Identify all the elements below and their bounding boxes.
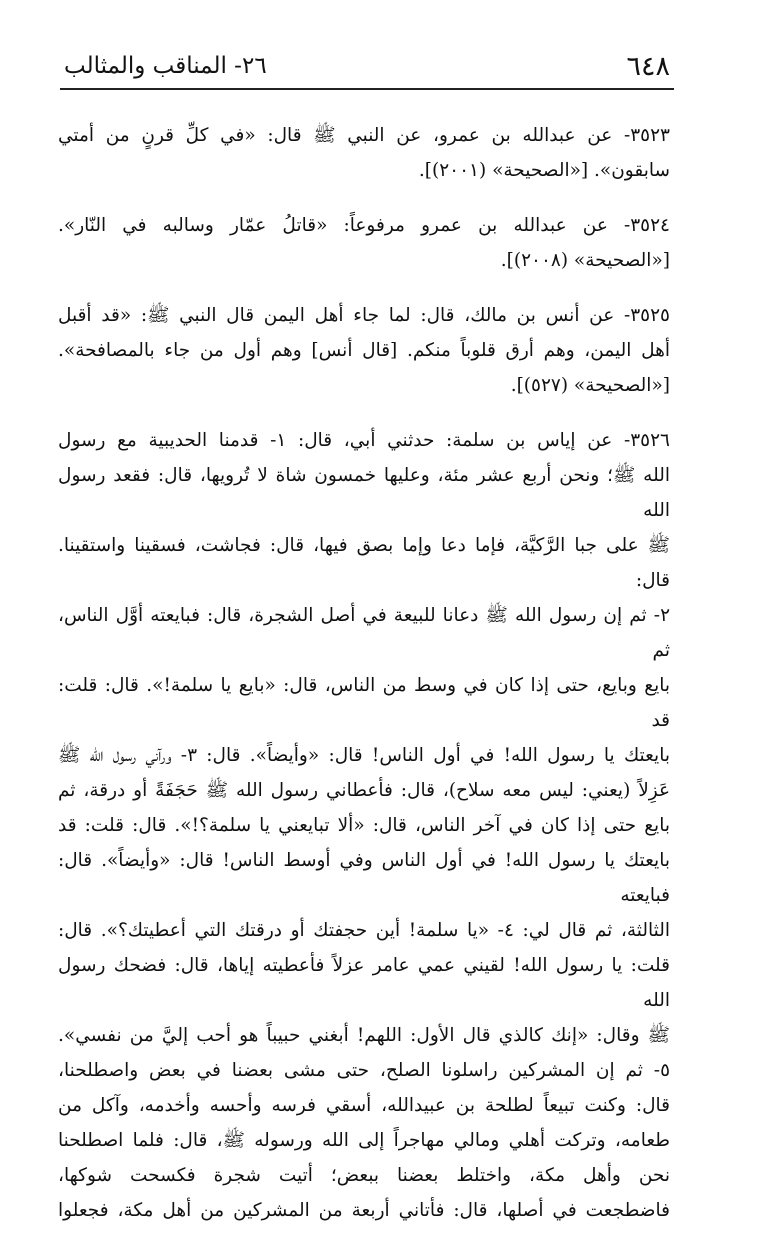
text-line: الثالثة، ثم قال لي: ٤- «يا سلمة! أين حجفتك أو درقتك التي أعطيتك؟». قال: xyxy=(58,920,671,941)
running-title: ٢٦- المناقب والمثالب xyxy=(64,53,267,79)
text-line: ٣٥٢٥- عن أنس بن مالك، قال: لما جاء أهل اليمن قال النبي ﷺ: «قد أقبل xyxy=(58,305,670,326)
text-line: ٣٥٢٦- عن إياس بن سلمة: حدثني أبي، قال: ١- قدمنا الحديبية مع رسول xyxy=(58,430,670,451)
text-line: فاضطجعت في أصلها، قال: فأتاني أربعة من المشركين من أهل مكة، فجعلوا xyxy=(58,1200,670,1221)
text-line: الله ﷺ؛ ونحن أربع عشر مئة، وعليها خمسون شاة لا تُرويها، قال: فقعد رسول الله xyxy=(58,465,670,521)
page-content xyxy=(58,118,670,1248)
hadith-3524 xyxy=(58,208,670,278)
text-line: ﷺ على جبا الرَّكيَّة، فإما دعا وإما بصق فيها، قال: فجاشت، فسقينا واستقينا. قال: xyxy=(58,535,670,591)
text-line: بايع وبايع، حتى إذا كان في وسط من الناس، قال: «بايع يا سلمة!». قال: قلت: قد xyxy=(58,675,670,731)
hadith-3523 xyxy=(58,118,670,188)
text-line: ٢- ثم إن رسول الله ﷺ دعانا للبيعة في أصل الشجرة، قال: فبايعته أوَّل الناس، ثم xyxy=(58,605,670,661)
text-line: طعامه، وتركت أهلي ومالي مهاجراً إلى الله ورسوله ﷺ، قال: فلما اصطلحنا xyxy=(58,1130,670,1151)
text-line: ﷺ وقال: «إنك كالذي قال الأول: اللهم! أبغني حبيباً هو أحب إليَّ من نفسي». xyxy=(58,1025,670,1046)
hadith-3526 xyxy=(58,423,670,1228)
text-line: ٣٥٢٤- عن عبدالله بن عمرو مرفوعاً: «قاتلُ عمّار وسالبه في النّار». xyxy=(58,215,670,236)
text-line: بايع حتى إذا كان في آخر الناس، قال: «ألا تبايعني يا سلمة؟!». قال: قلت: قد xyxy=(58,815,670,836)
text-line: نحن وأهل مكة، واختلط بعضنا ببعض؛ أتيت شجرة فكسحت شوكها، xyxy=(58,1165,670,1186)
text-line: بايعتك يا رسول الله! في أول الناس وفي أوسط الناس! قال: «وأيضاً». قال: فبايعته xyxy=(58,850,670,906)
page-header xyxy=(64,34,670,84)
text-line: [«الصحيحة» (٥٢٧)]. xyxy=(510,375,670,396)
text-line: سابقون». [«الصحيحة» (٢٠٠١)]. xyxy=(418,160,670,181)
hadith-3525 xyxy=(58,298,670,403)
text-line: قال: وكنت تبيعاً لطلحة بن عبيدالله، أسقي فرسه وأحسه وأخدمه، وآكل من xyxy=(58,1095,670,1116)
text-line: ٥- ثم إن المشركين راسلونا الصلح، حتى مشى بعضنا في بعض واصطلحنا، xyxy=(58,1060,670,1081)
text-line: [«الصحيحة» (٢٠٠٨)]. xyxy=(500,250,670,271)
text-line: قلت: يا رسول الله! لقيني عمي عامر عزلاً فأعطيته إياها، قال: فضحك رسول الله xyxy=(58,955,670,1011)
text-line: عَزِلاً (يعني: ليس معه سلاح)، قال: فأعطاني رسول الله ﷺ حَجَفَةً أو درقة، ثم xyxy=(58,780,670,801)
page-number: ٦٤٨ xyxy=(626,51,670,82)
text-line: بايعتك يا رسول الله! في أول الناس! قال: «وأيضاً». قال: ٣- ورآني رسول الله ﷺ xyxy=(58,745,670,766)
text-line: أهل اليمن، وهم أرق قلوباً منكم. [قال أنس] وهم أول من جاء بالمصافحة». xyxy=(58,340,670,361)
text-line: ٣٥٢٣- عن عبدالله بن عمرو، عن النبي ﷺ قال: «في كلِّ قرنٍ من أمتي xyxy=(58,125,670,146)
header-divider xyxy=(60,88,674,90)
